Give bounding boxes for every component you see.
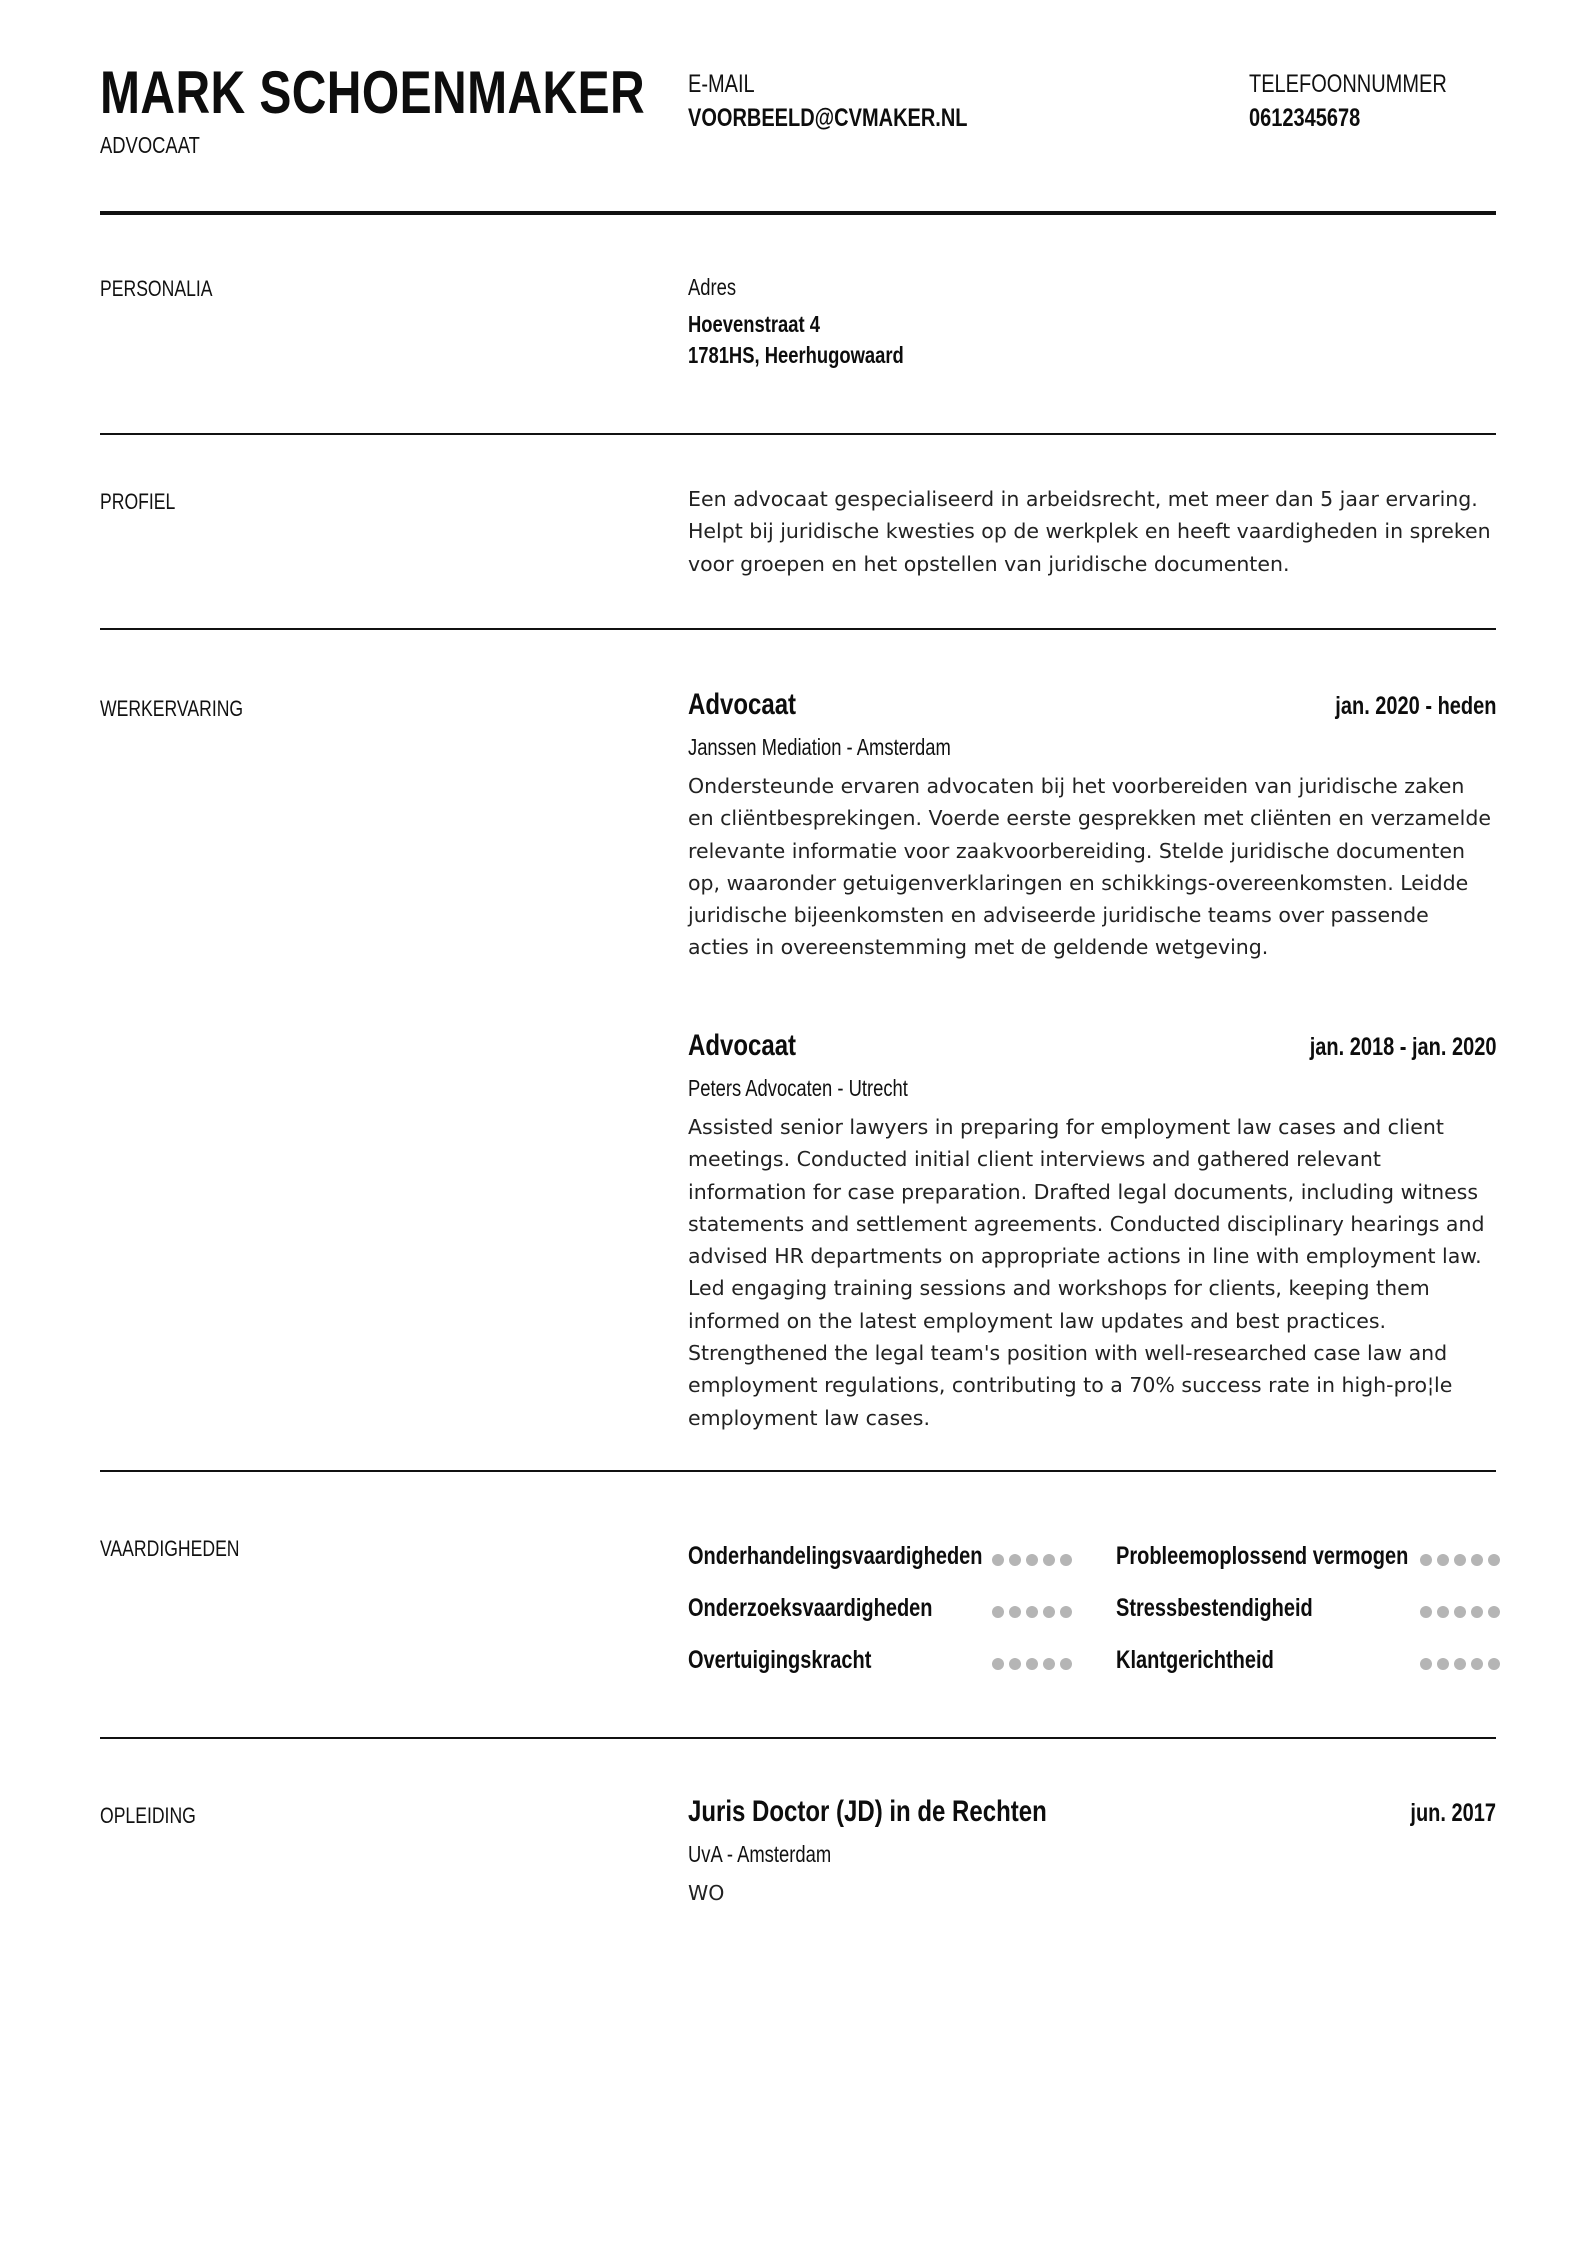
job-title: Advocaat — [688, 688, 797, 721]
section-divider — [100, 433, 1496, 435]
skill-rating — [992, 1606, 1072, 1618]
section-label-opleiding: OPLEIDING — [100, 1803, 196, 1828]
email-value: VOORBEELD@CVMAKER.NL — [688, 104, 968, 132]
profile-text: Een advocaat gespecialiseerd in arbeidsrecht, met meer dan 5 jaar ervaring. Helpt bij juridische kwesties op de werkplek en heeft vaardigheden in spreken voor groepen en het opstellen van juridische documenten. — [688, 487, 1491, 576]
job-entry — [688, 1029, 1496, 1434]
skill-rating — [992, 1658, 1072, 1670]
section-divider — [100, 1470, 1496, 1472]
job-company: Peters Advocaten - Utrecht — [688, 1075, 908, 1101]
skill-item — [1116, 1594, 1496, 1634]
education-date: jun. 2017 — [1410, 1799, 1496, 1827]
skill-name: Onderhandelingsvaardigheden — [688, 1542, 983, 1570]
skill-name: Onderzoeksvaardigheden — [688, 1594, 933, 1622]
skill-name: Probleemoplossend vermogen — [1116, 1542, 1409, 1570]
skill-item — [1116, 1542, 1496, 1582]
education-degree: Juris Doctor (JD) in de Rechten — [688, 1795, 1047, 1828]
candidate-name: MARK SCHOENMAKER — [100, 59, 646, 126]
job-date: jan. 2020 - heden — [1334, 692, 1496, 720]
skill-rating — [1420, 1658, 1500, 1670]
address-line-1: Hoevenstraat 4 — [688, 311, 820, 337]
education-level: WO — [688, 1881, 725, 1905]
job-company: Janssen Mediation - Amsterdam — [688, 734, 951, 760]
education-entry — [688, 1795, 1496, 1909]
skill-rating — [1420, 1554, 1500, 1566]
address-label: Adres — [688, 274, 737, 300]
section-label-vaardigheden: VAARDIGHEDEN — [100, 1536, 240, 1561]
skill-item — [688, 1646, 1068, 1686]
skills-grid — [688, 1542, 1496, 1682]
address-line-2: 1781HS, Heerhugowaard — [688, 342, 904, 368]
skill-item — [1116, 1646, 1496, 1686]
section-divider — [100, 1737, 1496, 1739]
skill-rating — [1420, 1606, 1500, 1618]
job-description: Ondersteunde ervaren advocaten bij het voorbereiden van juridische zaken en cliëntbesprekingen. Voerde eerste gesprekken met cliënten en verzamelde relevante informatie voor zaakvoorbereiding. Stelde juridische documenten op, waaronder getuigenverklaringen en schikkings-overeenkomsten. Leidde juridische bijeenkomsten en adviseerde juridische teams over passende acties in overeenstemming met de geldende wetgeving. — [688, 774, 1491, 960]
phone-value: 0612345678 — [1249, 104, 1361, 132]
skill-item — [688, 1542, 1068, 1582]
section-divider — [100, 628, 1496, 630]
education-school: UvA - Amsterdam — [688, 1841, 832, 1867]
skill-name: Klantgerichtheid — [1116, 1646, 1274, 1674]
skill-rating — [992, 1554, 1072, 1566]
job-description: Assisted senior lawyers in preparing for employment law cases and client meetings. Conducted initial client interviews and gathered relevant information for case preparation. Drafted legal documents, including witness statements and settlement agreements. Conducted disciplinary hearings and advised HR departments on appropriate actions in line with employment law. Led engaging training sessions and workshops for clients, keeping them informed on the latest employment law updates and best practices. Strengthened the legal team's position with well-researched case law and employment regulations, contributing to a 70% success rate in high-pro¦le employment law cases. — [688, 1115, 1485, 1430]
section-label-profiel: PROFIEL — [100, 489, 176, 514]
job-entry — [688, 688, 1496, 964]
job-title: Advocaat — [688, 1029, 797, 1062]
skill-name: Stressbestendigheid — [1116, 1594, 1313, 1622]
job-date: jan. 2018 - jan. 2020 — [1309, 1033, 1496, 1061]
section-label-personalia: PERSONALIA — [100, 276, 213, 301]
header-divider — [100, 211, 1496, 215]
skill-name: Overtuigingskracht — [688, 1646, 872, 1674]
section-label-werkervaring: WERKERVARING — [100, 696, 244, 721]
skill-item — [688, 1594, 1068, 1634]
candidate-job-title: ADVOCAAT — [100, 132, 200, 158]
personalia-content — [688, 274, 1496, 369]
phone-label: TELEFOONNUMMER — [1249, 70, 1447, 98]
email-label: E-MAIL — [688, 70, 755, 98]
